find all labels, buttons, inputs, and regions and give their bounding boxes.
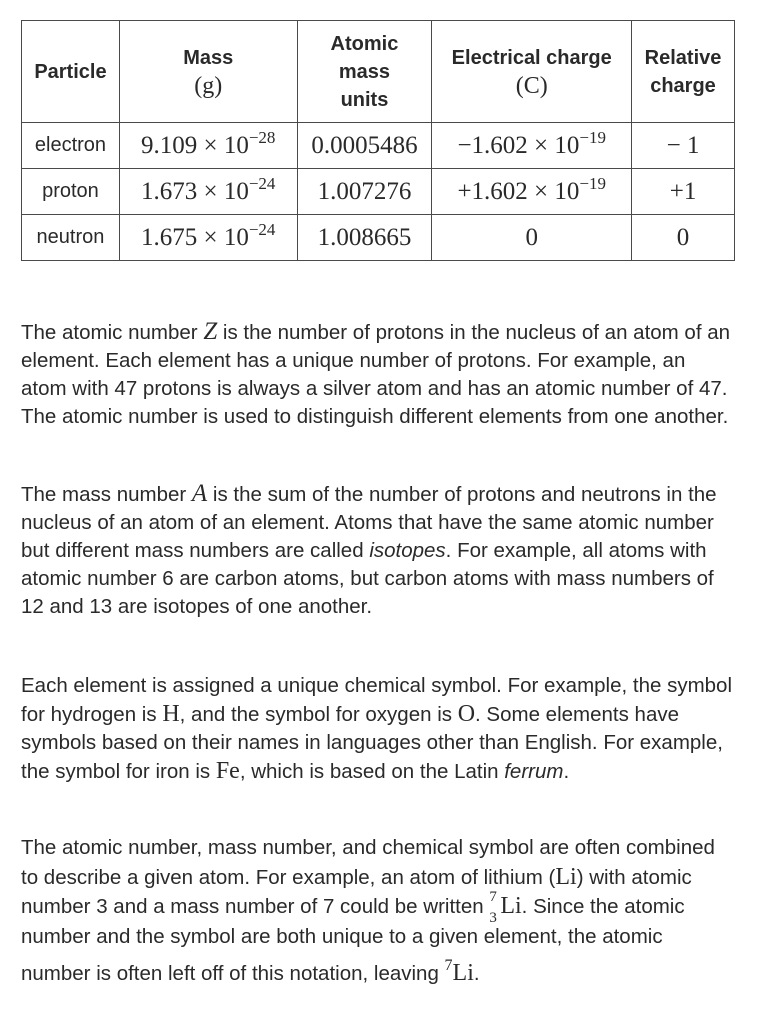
isotope-notation-full: 7 3 Li bbox=[489, 889, 522, 926]
particle-mass: $1.675 \times 10^{-24}$ bbox=[119, 215, 297, 261]
variable-z: Z bbox=[203, 318, 218, 345]
paragraph-notation: The atomic number, mass number, and chemical symbol are often combined to describe a given atom. For example, an atom of lithium (Li) with atomic number 3 and a mass number of 7 could be written 7 3 Li. Since the atomic number and the symbol are both unique to a given element, the atomic number is often left off of this notation, leaving $^7$Li. bbox=[21, 836, 715, 986]
particle-amu: 1.007276 bbox=[297, 169, 432, 215]
symbol-hydrogen: H bbox=[162, 701, 180, 727]
particle-name: electron bbox=[22, 123, 120, 169]
particle-relative-charge: 0 bbox=[632, 215, 735, 261]
header-mass-unit: (g) bbox=[194, 72, 223, 99]
paragraph-atomic-number: The atomic number Z is the number of protons in the nucleus of an atom of an element. Each element has a unique number of protons. For example, an atom with 47 protons is always a silver atom and has an atomic number of 47. The atomic number is used to distinguish different elements from one another. bbox=[21, 318, 731, 428]
particle-relative-charge: − 1 bbox=[632, 123, 735, 169]
particle-charge: 0 bbox=[432, 215, 632, 261]
term-ferrum: ferrum bbox=[504, 760, 564, 783]
term-isotopes: isotopes bbox=[369, 539, 446, 562]
particle-charge: $-1.602 \times 10^{-19}$ bbox=[432, 123, 632, 169]
table-row bbox=[22, 215, 735, 261]
symbol-lithium: Li bbox=[555, 863, 577, 890]
paragraph-chemical-symbol: Each element is assigned a unique chemical symbol. For example, the symbol for hydrogen is H, and the symbol for oxygen is O. Some elements have symbols based on their names in languages other than English. For example, the symbol for iron is Fe, which is based on the Latin ferrum. bbox=[21, 674, 733, 784]
symbol-oxygen: O bbox=[457, 701, 476, 727]
variable-a: A bbox=[191, 480, 208, 507]
header-atomic-mass-units: Atomic mass units bbox=[297, 21, 432, 123]
particle-name: proton bbox=[22, 169, 120, 215]
particle-properties-table bbox=[21, 20, 735, 261]
header-particle: Particle bbox=[22, 21, 120, 123]
particle-charge: $+1.602 \times 10^{-19}$ bbox=[432, 169, 632, 215]
header-mass: Mass (g) bbox=[119, 21, 297, 123]
isotope-notation-short: Li bbox=[452, 960, 474, 986]
table-header-row bbox=[22, 21, 735, 123]
particle-amu: 1.008665 bbox=[297, 215, 432, 261]
table-row bbox=[22, 123, 735, 169]
header-relative-charge: Relative charge bbox=[632, 21, 735, 123]
particle-name: neutron bbox=[22, 215, 120, 261]
header-charge-unit: (C) bbox=[515, 72, 548, 99]
paragraph-mass-number: The mass number A is the sum of the number of protons and neutrons in the nucleus of an atom of an element. Atoms that have the same atomic number but different mass numbers are called isotopes. For example, all atoms with atomic number 6 are carbon atoms, but carbon atoms with mass numbers of 12 and 13 are isotopes of one another. bbox=[21, 480, 717, 618]
particle-mass: $1.673 \times 10^{-24}$ bbox=[119, 169, 297, 215]
symbol-iron: Fe bbox=[215, 758, 240, 784]
particle-mass: $9.109 \times 10^{-28}$ bbox=[119, 123, 297, 169]
mass-number-superscript: 7 bbox=[444, 957, 453, 974]
header-electrical-charge: Electrical charge (C) bbox=[432, 21, 632, 123]
particle-relative-charge: +1 bbox=[632, 169, 735, 215]
table-row bbox=[22, 169, 735, 215]
particle-amu: 0.0005486 bbox=[297, 123, 432, 169]
